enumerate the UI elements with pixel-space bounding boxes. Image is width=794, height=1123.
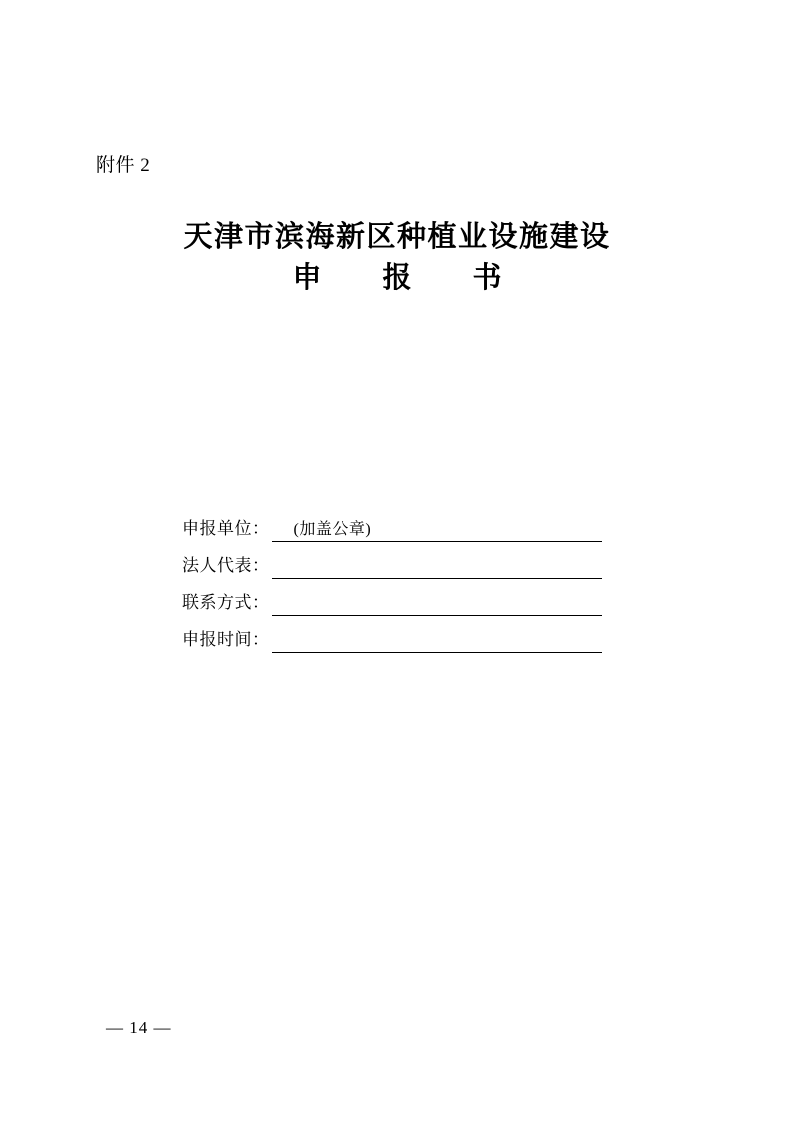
field-label-application-date: 申报时间： [182, 630, 270, 649]
page-title-line-2: 申 报 书 [292, 262, 518, 295]
field-row-legal-representative [182, 542, 602, 579]
field-input-legal-representative[interactable] [272, 556, 603, 579]
field-row-application-date [182, 616, 602, 653]
attachment-label: 附件 2 [96, 155, 151, 176]
field-input-contact[interactable] [272, 593, 603, 616]
field-label-contact: 联系方式： [182, 593, 270, 612]
field-label-legal-representative: 法人代表： [182, 556, 270, 575]
field-value-applicant-unit: (加盖公章) [293, 521, 372, 538]
page-title [0, 218, 794, 301]
page-number: — 14 — [106, 1018, 172, 1037]
field-label-applicant-unit: 申报单位： [182, 519, 270, 538]
field-row-applicant-unit [182, 505, 602, 542]
form-fields [182, 505, 602, 653]
field-input-application-date[interactable] [272, 630, 603, 653]
page-title-line-1: 天津市滨海新区种植业设施建设 [183, 221, 611, 253]
field-row-contact [182, 579, 602, 616]
field-input-applicant-unit[interactable] [272, 519, 603, 542]
